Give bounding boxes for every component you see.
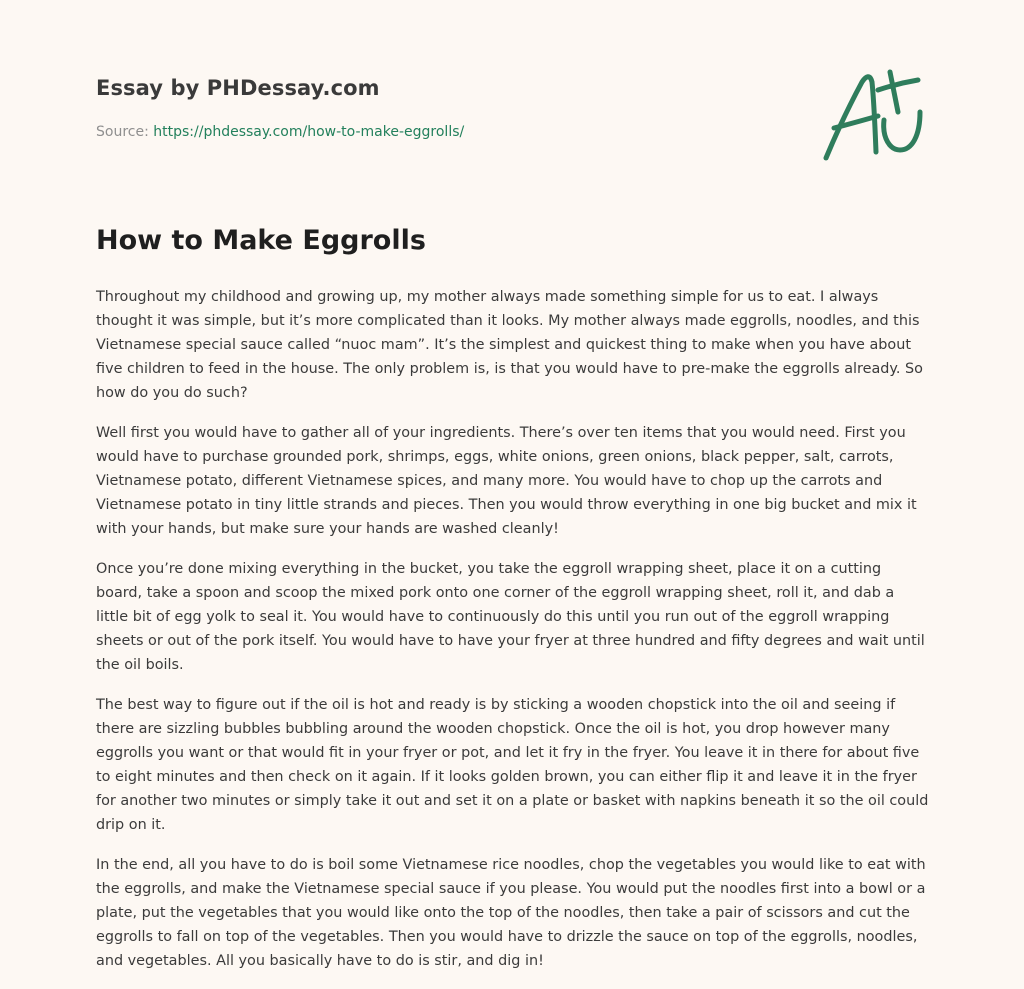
site-title: Essay by PHDessay.com <box>96 76 380 100</box>
essay-paragraph: In the end, all you have to do is boil some Vietnamese rice noodles, chop the vegetables you would like to eat with the eggrolls, and make the Vietnamese special sauce if you please. You would put the noodles first into a bowl or a plate, put the vegetables that you would like onto the top of the noodles, then take a pair of scissors and cut the eggrolls to fall on top of the vegetables. Then you would have to drizzle the sauce on top of the eggrolls, noodles, and vegetables. All you basically have to do is stir, and dig in! <box>96 857 926 969</box>
essay-paragraph: Once you’re done mixing everything in the bucket, you take the eggroll wrapping sheet, place it on a cutting board, take a spoon and scoop the mixed pork onto one corner of the eggroll wrapping sheet, roll it, and dab a little bit of egg yolk to seal it. You would have to continuously do this until you run out of the eggroll wrapping sheets or out of the pork itself. You would have to have your fryer at three hundred and fifty degrees and wait until the oil boils. <box>96 561 925 673</box>
a-plus-logo-icon <box>820 64 930 168</box>
essay-paragraph: Well first you would have to gather all of your ingredients. There’s over ten items that you would need. First you would have to purchase grounded pork, shrimps, eggs, white onions, green onions, black pepper, salt, carrots, Vietnamese potato, different Vietnamese spices, and many more. You would have to chop up the carrots and Vietnamese potato in tiny little strands and pieces. Then you would throw everything in one big bucket and mix it with your hands, but make sure your hands are washed cleanly! <box>96 425 917 537</box>
page-header <box>96 0 928 190</box>
essay-body <box>96 285 930 989</box>
source-line <box>96 124 464 140</box>
article-title: How to Make Eggrolls <box>96 225 426 256</box>
essay-paragraph: The best way to figure out if the oil is hot and ready is by sticking a wooden chopstick into the oil and seeing if there are sizzling bubbles bubbling around the wooden chopstick. Once the oil is hot, you drop however many eggrolls you want or that would fit in your fryer or pot, and let it fry in the fryer. You leave it in there for about five to eight minutes and then check on it again. If it looks golden brown, you can either flip it and leave it in the fryer for another two minutes or simply take it out and set it on a plate or basket with napkins beneath it so the oil could drip on it. <box>96 697 929 833</box>
source-link[interactable]: https://phdessay.com/how-to-make-eggrolls/ <box>153 124 465 140</box>
source-label: Source: <box>96 124 149 140</box>
essay-paragraph: Throughout my childhood and growing up, my mother always made something simple for us to eat. I always thought it was simple, but it’s more complicated than it looks. My mother always made eggrolls, noodles, and this Vietnamese special sauce called “nuoc mam”. It’s the simplest and quickest thing to make when you have about five children to feed in the house. The only problem is, is that you would have to pre-make the eggrolls already. So how do you do such? <box>96 289 923 401</box>
